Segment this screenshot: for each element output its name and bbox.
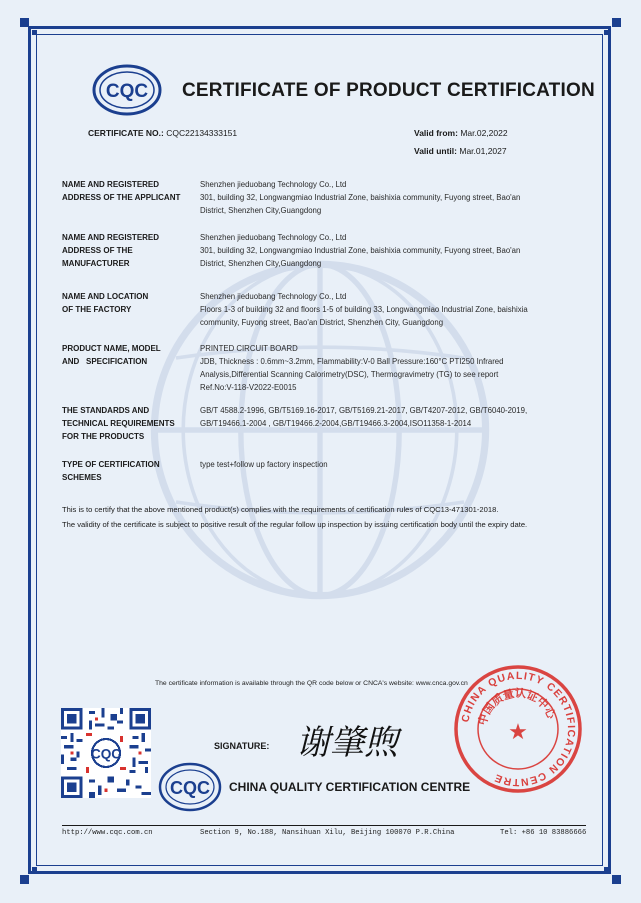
section-value: type test+follow up factory inspection	[200, 460, 328, 469]
corner-ornament-bottom-right	[603, 866, 621, 884]
valid-from	[414, 128, 508, 138]
valid-until	[414, 146, 507, 156]
page-title: CERTIFICATE OF PRODUCT CERTIFICATION	[182, 80, 595, 101]
section-value: Shenzhen jieduobang Technology Co., Ltd 301, building 32, Longwangmiao Industrial Zone, baishixia community, Fuyong street, Bao'an District, Shenzhen City,Guangdong	[200, 180, 521, 215]
section-value: Shenzhen jieduobang Technology Co., Ltd Floors 1-3 of building 32 and floors 1-5 of building 33, Longwangmiao Industrial Zone, baishixia community, Fuyong street, Bao'an District, Shenzhen City, Guangdong	[200, 292, 528, 327]
cert-no-label: CERTIFICATE NO.:	[88, 128, 164, 138]
footer-address: Section 9, No.188, Nansihuan Xilu, Beijing 100070 P.R.China	[200, 829, 455, 837]
signature-label: SIGNATURE:	[214, 741, 270, 751]
section-value: PRINTED CIRCUIT BOARD JDB, Thickness : 0.6mm~3.2mm, Flammability:V-0 Ball Pressure:160°C PTI250 Infrared Analysis,Differential Scanning Calorimetry(DSC), Thermogravimetry (TG) to see report Ref.No:V-118-V2022-E0015	[200, 344, 504, 392]
section-value: GB/T 4588.2-1996, GB/T5169.16-2017, GB/T5169.21-2017, GB/T4207-2012, GB/T6040-2019, GB/T19466.1-2004 , GB/T19466.2-2004,GB/T19466.3-2004,ISO11358-1-2014	[200, 406, 528, 428]
section-label: NAME AND LOCATION OF THE FACTORY	[62, 292, 149, 314]
footer-tel: Tel: +86 10 83886666	[500, 829, 587, 837]
section-label: NAME AND REGISTERED ADDRESS OF THE MANUFACTURER	[62, 233, 160, 268]
section-label: PRODUCT NAME, MODEL AND SPECIFICATION	[62, 344, 161, 366]
svg-text:CQC: CQC	[90, 746, 122, 762]
valid-from-value: Mar.02,2022	[460, 128, 508, 138]
centre-name: CHINA QUALITY CERTIFICATION CENTRE	[229, 780, 471, 794]
seal-outer-text: CHINA QUALITY CERTIFICATION CENTRE	[459, 669, 578, 789]
cert-no-value: CQC22134333151	[166, 128, 238, 138]
section-value: Shenzhen jieduobang Technology Co., Ltd 301, building 32, Longwangmiao Industrial Zone, baishixia community, Fuyong street, Bao'an District, Shenzhen City,Guangdong	[200, 233, 521, 268]
signature-handwriting	[282, 716, 412, 766]
svg-text:CQC: CQC	[170, 778, 210, 798]
valid-until-label: Valid until:	[414, 146, 457, 156]
corner-ornament-bottom-left	[20, 866, 38, 884]
section-label: TYPE OF CERTIFICATION SCHEMES	[62, 460, 160, 482]
qr-note: The certificate information is available through the QR code below or CNCA's website: www.cnca.gov.cn	[155, 680, 468, 687]
certificate-number	[88, 128, 237, 138]
section-label: THE STANDARDS AND TECHNICAL REQUIREMENTS FOR THE PRODUCTS	[62, 406, 175, 441]
footer-website[interactable]: http://www.cqc.com.cn	[62, 829, 153, 837]
signature-text: 谢肇煦	[296, 723, 398, 763]
valid-from-label: Valid from:	[414, 128, 458, 138]
corner-ornament-top-left	[20, 18, 38, 36]
certify-statement: This is to certify that the above mentioned product(s) complies with the requirements of certification rules of CQC13-471301-2018.	[62, 505, 499, 514]
official-seal	[452, 663, 584, 795]
section-label: NAME AND REGISTERED ADDRESS OF THE APPLICANT	[62, 180, 181, 202]
corner-ornament-top-right	[603, 18, 621, 36]
validity-statement: The validity of the certificate is subject to positive result of the regular follow up inspection by issuing certification body until the expiry date.	[62, 520, 528, 529]
logo-text: CQC	[105, 81, 149, 102]
star-icon: ★	[508, 719, 528, 744]
cqc-logo-icon	[92, 64, 162, 116]
cqc-bottom-logo-icon	[158, 762, 222, 812]
qr-code-icon[interactable]	[61, 708, 151, 798]
seal-inner-text: 中国质量认证中心	[476, 686, 559, 727]
valid-until-value: Mar.01,2027	[459, 146, 507, 156]
footer-divider	[62, 825, 586, 826]
